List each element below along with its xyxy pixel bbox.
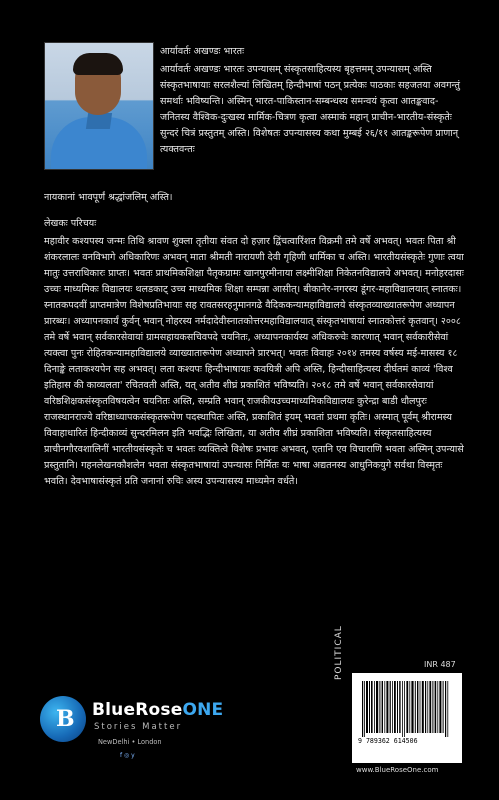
publisher-cities: NewDelhi • London [98, 738, 162, 746]
publisher-tagline: Stories Matter [94, 722, 183, 732]
genre-label: POLITICAL [334, 625, 344, 680]
publisher-name: BlueRoseONE [92, 700, 224, 720]
book-title: आर्यावर्तः अखण्डः भारतः [160, 46, 245, 57]
barcode-icon [362, 681, 450, 737]
author-photo [44, 42, 154, 170]
book-description-end: नायकानां भावपूर्णं श्रद्धांजलिम् अस्ति। [44, 192, 173, 203]
social-icons: f ◎ y [120, 752, 135, 759]
book-description: आर्यावर्तः अखण्डः भारतः उपन्यासम् संस्कृतसाहित्यस्य बृहत्तमम् उपन्यासम् अस्ति संस्कृतभाषायाः सरलशैल्यां लिखितम् हिन्दीभाषां पठन् प्रत्येकः पाठकाः सहजतया अवगन्तुं समर्थाः भविष्यन्ति। अस्मिन् भारत-पाकिस्तान-सम्बन्धस्य समन्वयं कृत्वा आतङ्कवाद-जनितस्य वैश्विक-दुःखस्य मार्मिक-चित्रण कृत्वा अस्माकं महान् प्राचीन-भारतीय-संस्कृतेः सुन्दरं चित्रं प्रस्तुतम् अस्ति। विशेषतः उपन्यासस्य कथा मुम्बई २६/११ आतङ्करूपेण प्राणान् त्यक्तवन्तः [160, 64, 460, 155]
author-label: लेखकः परिचयः [44, 218, 97, 229]
publisher-website[interactable]: www.BlueRoseOne.com [356, 766, 439, 774]
publisher-emblem-icon: B [40, 696, 86, 742]
isbn-number: 9 789362 614506 [358, 737, 418, 745]
price-label: INR 487 [424, 660, 456, 669]
publisher-logo[interactable] [40, 686, 230, 759]
author-bio: महावीर कश्यपस्य जन्मः तिथि श्रावण शुक्ला तृतीया संवत दो हज़ार द्विंचत्वारिंशत विक्रमी तमे वर्षे अभवत्। भवतः पिता श्री शंकरलालः वनविभागे अधिकारिणः अभवन् माता श्रीमती नारायणी देवी गृहिणी धार्मिका च अस्ति। भारतीयसंस्कृतेः गुणाः त्वया मातुः उत्तराधिकारः प्राप्तः। भवतः प्राथमिकशिक्षा पैतृकग्रामः खानपुरमीनाया लक्ष्मीशिक्षा निकेतनविद्यालये अभवत्। मनोहरदासः उच्चः माध्यमिकः विद्यालयः थलडकाट् उच्च माध्यमिक शिक्षा सम्पन्ना आसीत्। बीकानेर-नगरस्य डूंगर-महाविद्यालयात् स्नातकः। स्नातकपदवीं प्राप्तमात्रेण विशेषप्रतिभायाः सह रावतसरहनुमानगढे वैदिककन्यामहाविद्यालये संस्कृतव्याख्यातरूपेण अध्यापन प्रारब्धः। अध्यापनकार्यं कुर्वन् भवान् नोहरस्य नर्मदादेवीस्नातकोत्तरमहाविद्यालयात् संस्कृतभाषायां स्नातकोत्तरं कृतवान्। २००८ तमे वर्षे भवान् सर्वकारसेवायां ग्रामसहायकसचिवपदे चयनितः, अध्यापनकार्यस्य अधिकरुचेः कारणात् भवान् सर्वकारीसेवां त्यक्त्वा पुनः रोहितकन्यामहाविद्यालये व्याख्यातारूपेण अध्यापने प्रारभत्। भवतः विवाहः २०१४ तमस्य वर्षस्य मई-मासस्य १८ दिनाङ्के लताकश्यपेन सह अभवत्। लता कश्यपः हिन्दीभाषायाः कवयित्री अपि अस्ति, हिन्दीसाहित्यस्य दीर्घतमं काव्यं 'विश्व इतिहास की काव्यलता' रचितवती अस्ति, यत् अतीव शीघ्रं प्रकाशितं भविष्यति। २०१८ तमे वर्षे भवान् सर्वकारसेवायां वरिष्ठशिक्षकसंस्कृतविषयत्वेन चयनितः अस्ति, सम्प्रति भवान् राजकीयउच्चमाध्यमिकविद्यालयः कुरेन्द्रा बाडी धौलपुरः राजस्थानराज्ये वरिष्ठाध्यापकसंस्कृतरूपेण पदस्थापितः अस्ति, प्रकाशितं इयम् भवतां प्रथमा कृतिः। अस्मात् पूर्वम् श्रीरामस्य विवाहाधारितं हिन्दीकाव्यं सुन्दरमिलन इति भवद्भिः लिखिता, या अतीव शीघ्रं प्रकाशिता भविष्यति। संस्कृतसाहित्यस्य प्राचीनगौरवशालिनीं भारतीयसंस्कृतेः च भवतः व्यक्तित्वे विशेषः प्रभावः अभवत्, एतानि एव विचाराणि भवता अस्मिन् उपन्यासे प्रस्तुतानि। गहनलेखनकौशलेन भवता संस्कृतभाषायां उपन्यासः निर्मितः यः भाषा अद्यतनस्य आधुनिकयुगे सर्वथा विस्मृतः भवति। देवभाषासंस्कृतं प्रति जनानां रुचिः अस्य उपन्यासस्य माध्यमेन वर्धते। [44, 236, 464, 487]
isbn-barcode [352, 673, 462, 763]
